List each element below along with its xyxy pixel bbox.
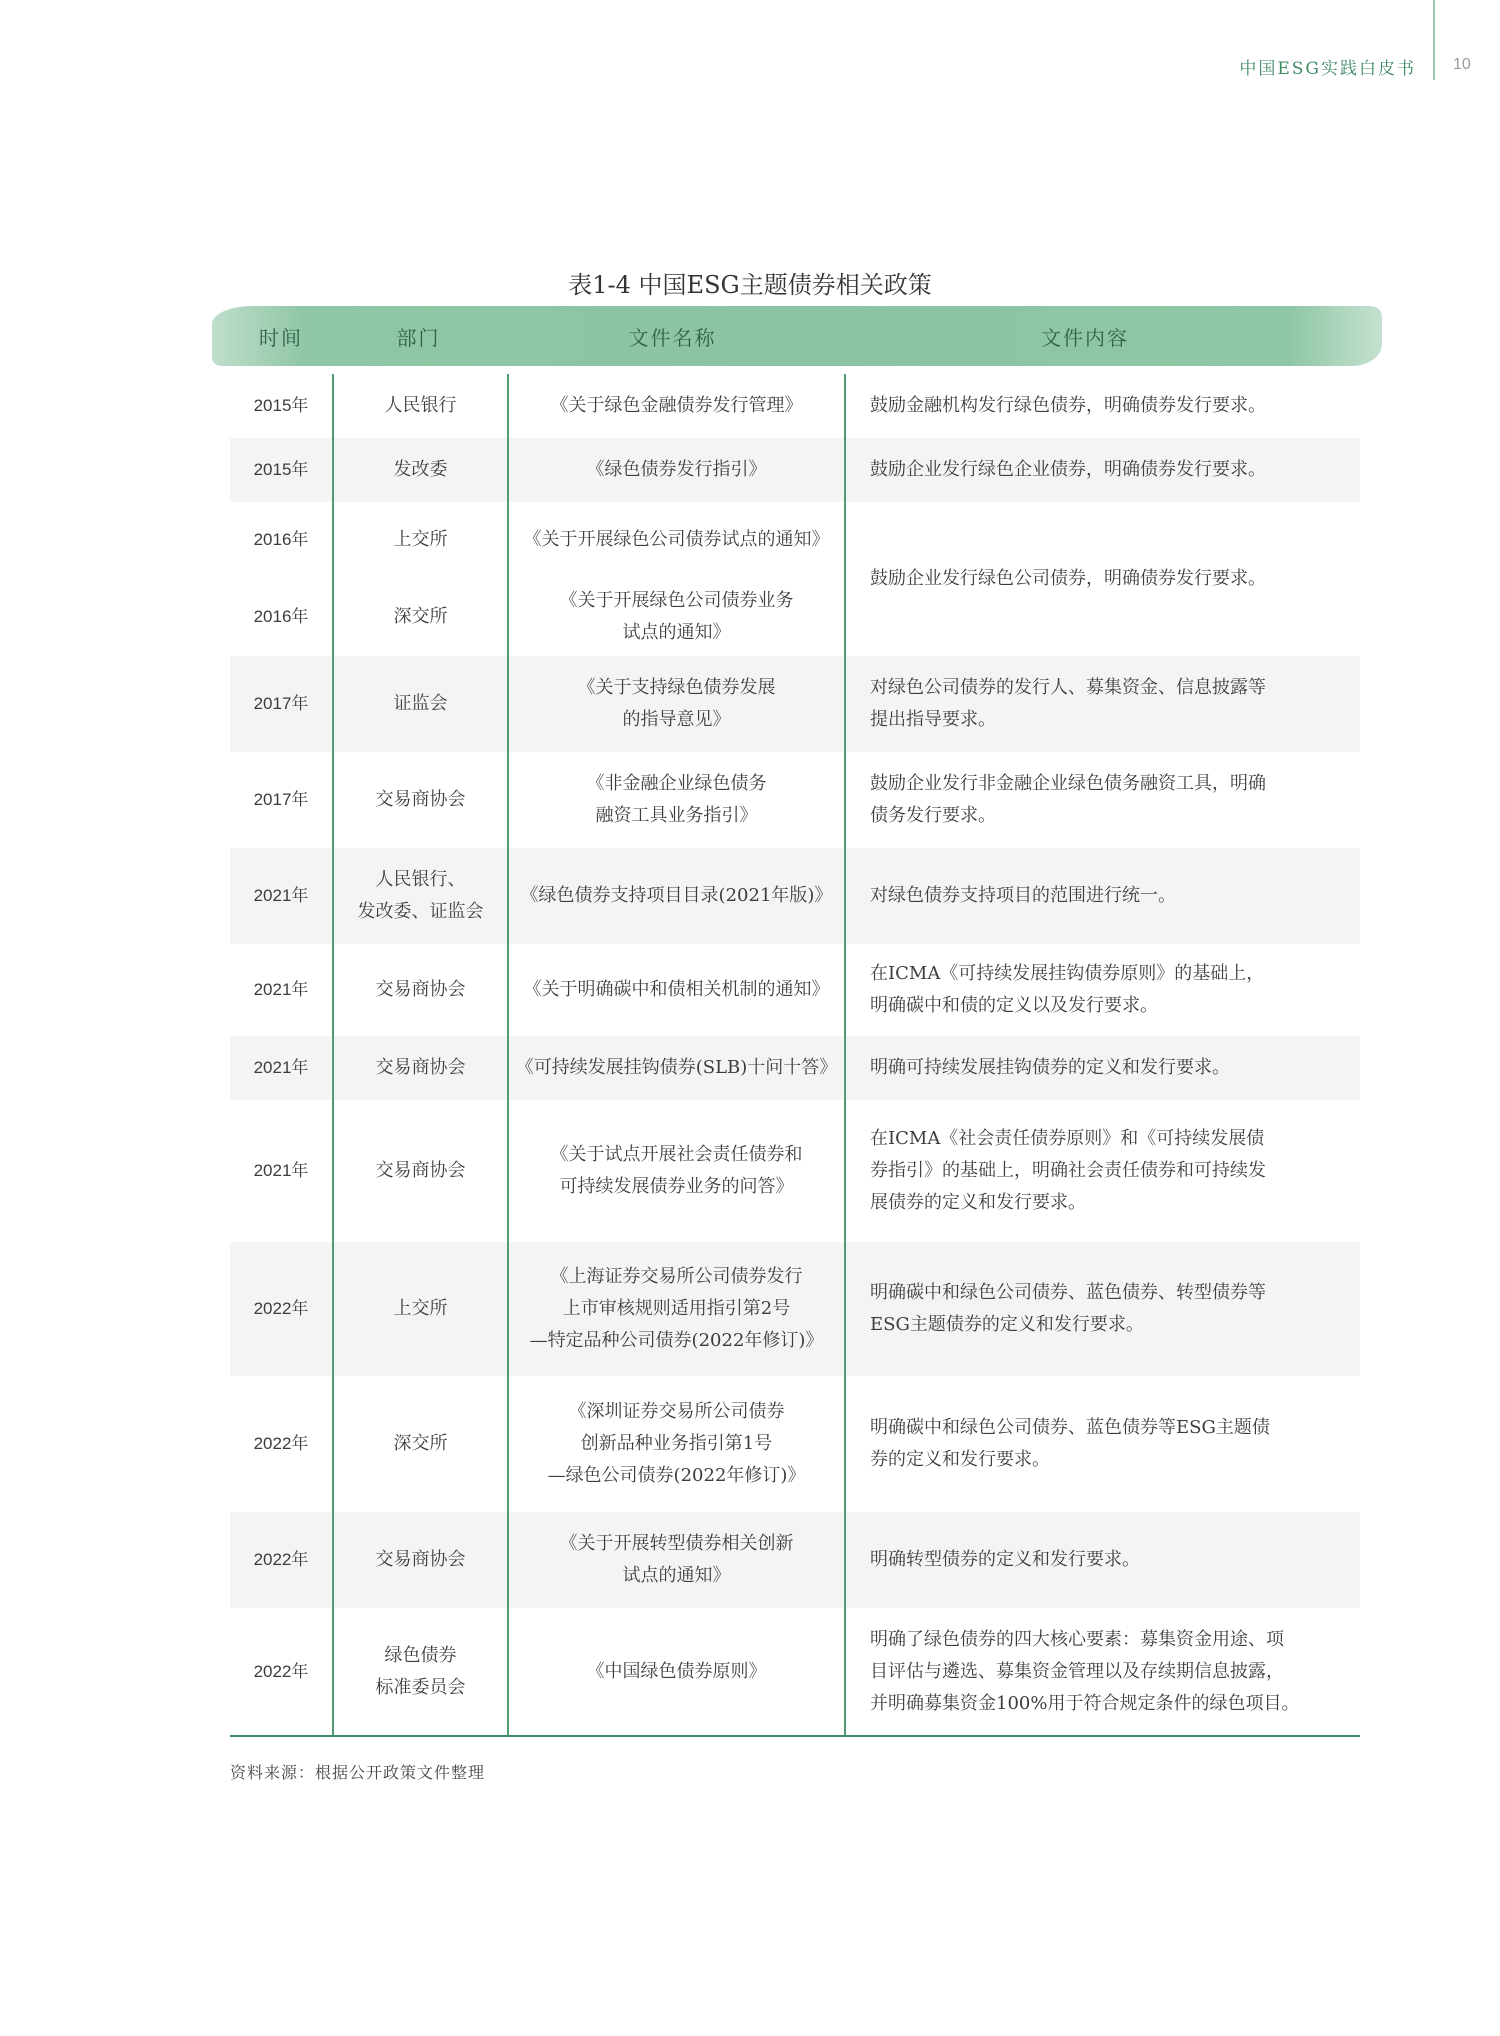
cell-line: 《关于试点开展社会责任债券和 (550, 1144, 803, 1165)
table-row (230, 1376, 1360, 1512)
cell-line: 《关于支持绿色债券发展 (577, 677, 776, 698)
cell-line: 明确碳中和绿色公司债券、蓝色债券等ESG主题债 (870, 1417, 1270, 1438)
cell-line: —特定品种公司债券(2022年修订)》 (529, 1330, 824, 1351)
table-row (230, 752, 1360, 848)
cell-line: 鼓励企业发行非金融企业绿色债务融资工具，明确 (870, 773, 1266, 794)
cell-time: 2016年 (253, 530, 309, 549)
cell-department (333, 1376, 508, 1512)
cell-content (845, 1242, 1360, 1376)
cell-line: 对绿色债券支持项目的范围进行统一。 (870, 885, 1176, 906)
cell-content (845, 1608, 1360, 1736)
cell-line: 券的定义和发行要求。 (870, 1449, 1050, 1470)
cell-line: 在ICMA《社会责任债券原则》和《可持续发展债 (870, 1128, 1265, 1149)
cell-document (508, 1036, 845, 1100)
cell-line: 创新品种业务指引第1号 (580, 1433, 773, 1454)
cell-content (845, 944, 1360, 1036)
cell-department (333, 944, 508, 1036)
cell-line: 标准委员会 (375, 1676, 466, 1698)
cell-time: 2021年 (230, 1036, 333, 1100)
running-header-title: 中国ESG实践白皮书 (1239, 59, 1416, 79)
cell-line: ESG主题债券的定义和发行要求。 (870, 1314, 1144, 1335)
cell-line: 展债券的定义和发行要求。 (870, 1192, 1086, 1213)
cell-time: 2022年 (230, 1608, 333, 1736)
cell-time: 2015年 (253, 396, 309, 415)
cell-line: 可持续发展债券业务的问答》 (559, 1176, 794, 1197)
cell-document (508, 1608, 845, 1736)
cell-line: 鼓励企业发行绿色企业债券，明确债券发行要求。 (870, 459, 1266, 480)
cell-line: 绿色债券 (384, 1644, 457, 1666)
cell-line: 《深圳证券交易所公司债券 (568, 1401, 785, 1422)
cell-line: 《中国绿色债券原则》 (586, 1660, 767, 1682)
col-header-content: 文件内容 (1041, 325, 1129, 350)
cell-time: 2021年 (253, 980, 309, 999)
cell-time: 2017年 (253, 790, 309, 809)
cell-line: 试点的通知》 (622, 1565, 731, 1586)
table-caption: 表1-4 中国ESG主题债券相关政策 (568, 271, 932, 299)
cell-line: 鼓励金融机构发行绿色债券，明确债券发行要求。 (870, 395, 1266, 416)
cell-document (508, 1376, 845, 1512)
policy-table (230, 374, 1360, 1737)
cell-line: 《关于绿色金融债券发行管理》 (550, 395, 803, 416)
cell-time: 2017年 (230, 656, 333, 752)
cell-content (845, 1376, 1360, 1512)
cell-content (845, 502, 1360, 656)
header-divider (1433, 0, 1435, 80)
cell-line: 提出指导要求。 (870, 709, 996, 730)
cell-department (333, 1242, 508, 1376)
cell-time: 2022年 (253, 1434, 309, 1453)
cell-time: 2022年 (230, 1512, 333, 1608)
cell-department (333, 1512, 508, 1608)
cell-line: 《关于开展转型债券相关创新 (559, 1533, 794, 1554)
cell-line: 上市审核规则适用指引第2号 (562, 1298, 791, 1319)
cell-content (845, 374, 1360, 438)
source-note: 资料来源：根据公开政策文件整理 (230, 1763, 486, 1782)
cell-line: 并明确募集资金100%用于符合规定条件的绿色项目。 (870, 1692, 1300, 1714)
cell-line: 《可持续发展挂钩债券(SLB)十问十答》 (515, 1057, 838, 1078)
cell-line: 《绿色债券支持项目目录(2021年版)》 (520, 885, 833, 906)
cell-line: 交易商协会 (375, 979, 466, 1000)
table-row (230, 1100, 1360, 1242)
cell-document (508, 848, 845, 944)
cell-line: 交易商协会 (375, 1057, 466, 1078)
cell-line: 《关于开展绿色公司债券业务 (559, 590, 794, 611)
cell-content (845, 1100, 1360, 1242)
cell-line: 目评估与遴选、募集资金管理以及存续期信息披露， (870, 1660, 1284, 1682)
cell-line: 上交所 (393, 529, 448, 550)
cell-line: 交易商协会 (375, 1549, 466, 1570)
cell-line: 《非金融企业绿色债务 (586, 773, 767, 794)
cell-line: 券指引》的基础上，明确社会责任债券和可持续发 (870, 1160, 1266, 1181)
cell-line: —绿色公司债券(2022年修订)》 (547, 1465, 806, 1486)
cell-line: 鼓励企业发行绿色公司债券，明确债券发行要求。 (870, 568, 1266, 589)
col-header-time: 时间 (259, 325, 303, 350)
cell-document (508, 944, 845, 1036)
cell-department (333, 752, 508, 848)
cell-line: 在ICMA《可持续发展挂钩债券原则》的基础上， (870, 963, 1265, 984)
cell-content (845, 438, 1360, 502)
cell-line: 的指导意见》 (622, 709, 731, 730)
cell-document (508, 1512, 845, 1608)
table-row (230, 944, 1360, 1036)
table-row (230, 1242, 1360, 1376)
cell-line: 明确可持续发展挂钩债券的定义和发行要求。 (870, 1057, 1230, 1078)
cell-time: 2015年 (230, 438, 333, 502)
cell-line: 《绿色债券发行指引》 (586, 459, 767, 480)
cell-content (845, 1512, 1360, 1608)
cell-line: 深交所 (393, 1433, 448, 1454)
cell-document (508, 502, 845, 578)
cell-line: 试点的通知》 (622, 622, 731, 643)
cell-department (333, 848, 508, 944)
cell-line: 发改委 (393, 459, 448, 480)
cell-department (333, 1608, 508, 1736)
table-row (230, 1608, 1360, 1736)
cell-content (845, 1036, 1360, 1100)
cell-time: 2021年 (253, 1161, 309, 1180)
cell-department (333, 374, 508, 438)
cell-line: 《上海证券交易所公司债券发行 (550, 1266, 803, 1287)
cell-document (508, 656, 845, 752)
cell-time: 2016年 (253, 607, 309, 626)
cell-content (845, 848, 1360, 944)
cell-line: 《关于明确碳中和债相关机制的通知》 (523, 979, 830, 1000)
cell-line: 《关于开展绿色公司债券试点的通知》 (523, 529, 830, 550)
cell-line: 上交所 (393, 1298, 448, 1319)
cell-department (333, 1036, 508, 1100)
cell-department (333, 502, 508, 578)
col-header-department: 部门 (396, 325, 441, 350)
table-row (230, 656, 1360, 752)
cell-line: 深交所 (393, 606, 448, 627)
cell-line: 明确碳中和绿色公司债券、蓝色债券、转型债券等 (870, 1282, 1266, 1303)
table-row (230, 502, 1360, 578)
cell-time: 2021年 (230, 848, 333, 944)
cell-department (333, 656, 508, 752)
cell-document (508, 438, 845, 502)
cell-document (508, 1100, 845, 1242)
cell-line: 交易商协会 (375, 789, 466, 810)
cell-line: 明确转型债券的定义和发行要求。 (870, 1549, 1140, 1570)
cell-line: 交易商协会 (375, 1160, 466, 1181)
table-row (230, 374, 1360, 438)
table-row (230, 848, 1360, 944)
cell-line: 明确了绿色债券的四大核心要素：募集资金用途、项 (870, 1628, 1284, 1650)
cell-line: 融资工具业务指引》 (595, 805, 758, 826)
cell-document (508, 374, 845, 438)
cell-department (333, 438, 508, 502)
cell-line: 债务发行要求。 (870, 805, 996, 826)
cell-department (333, 578, 508, 656)
table-row (230, 1036, 1360, 1100)
cell-line: 发改委、证监会 (357, 901, 484, 922)
page-number: 10 (1453, 56, 1471, 73)
cell-line: 对绿色公司债券的发行人、募集资金、信息披露等 (870, 677, 1266, 698)
cell-document (508, 752, 845, 848)
cell-content (845, 656, 1360, 752)
cell-document (508, 1242, 845, 1376)
table-row (230, 1512, 1360, 1608)
cell-line: 明确碳中和债的定义以及发行要求。 (870, 995, 1158, 1016)
cell-line: 人民银行、 (375, 869, 466, 890)
cell-time: 2022年 (230, 1242, 333, 1376)
cell-line: 人民银行 (384, 395, 457, 416)
cell-department (333, 1100, 508, 1242)
cell-document (508, 578, 845, 656)
table-row (230, 438, 1360, 502)
cell-content (845, 752, 1360, 848)
cell-line: 证监会 (393, 693, 448, 714)
col-header-document: 文件名称 (628, 325, 717, 350)
